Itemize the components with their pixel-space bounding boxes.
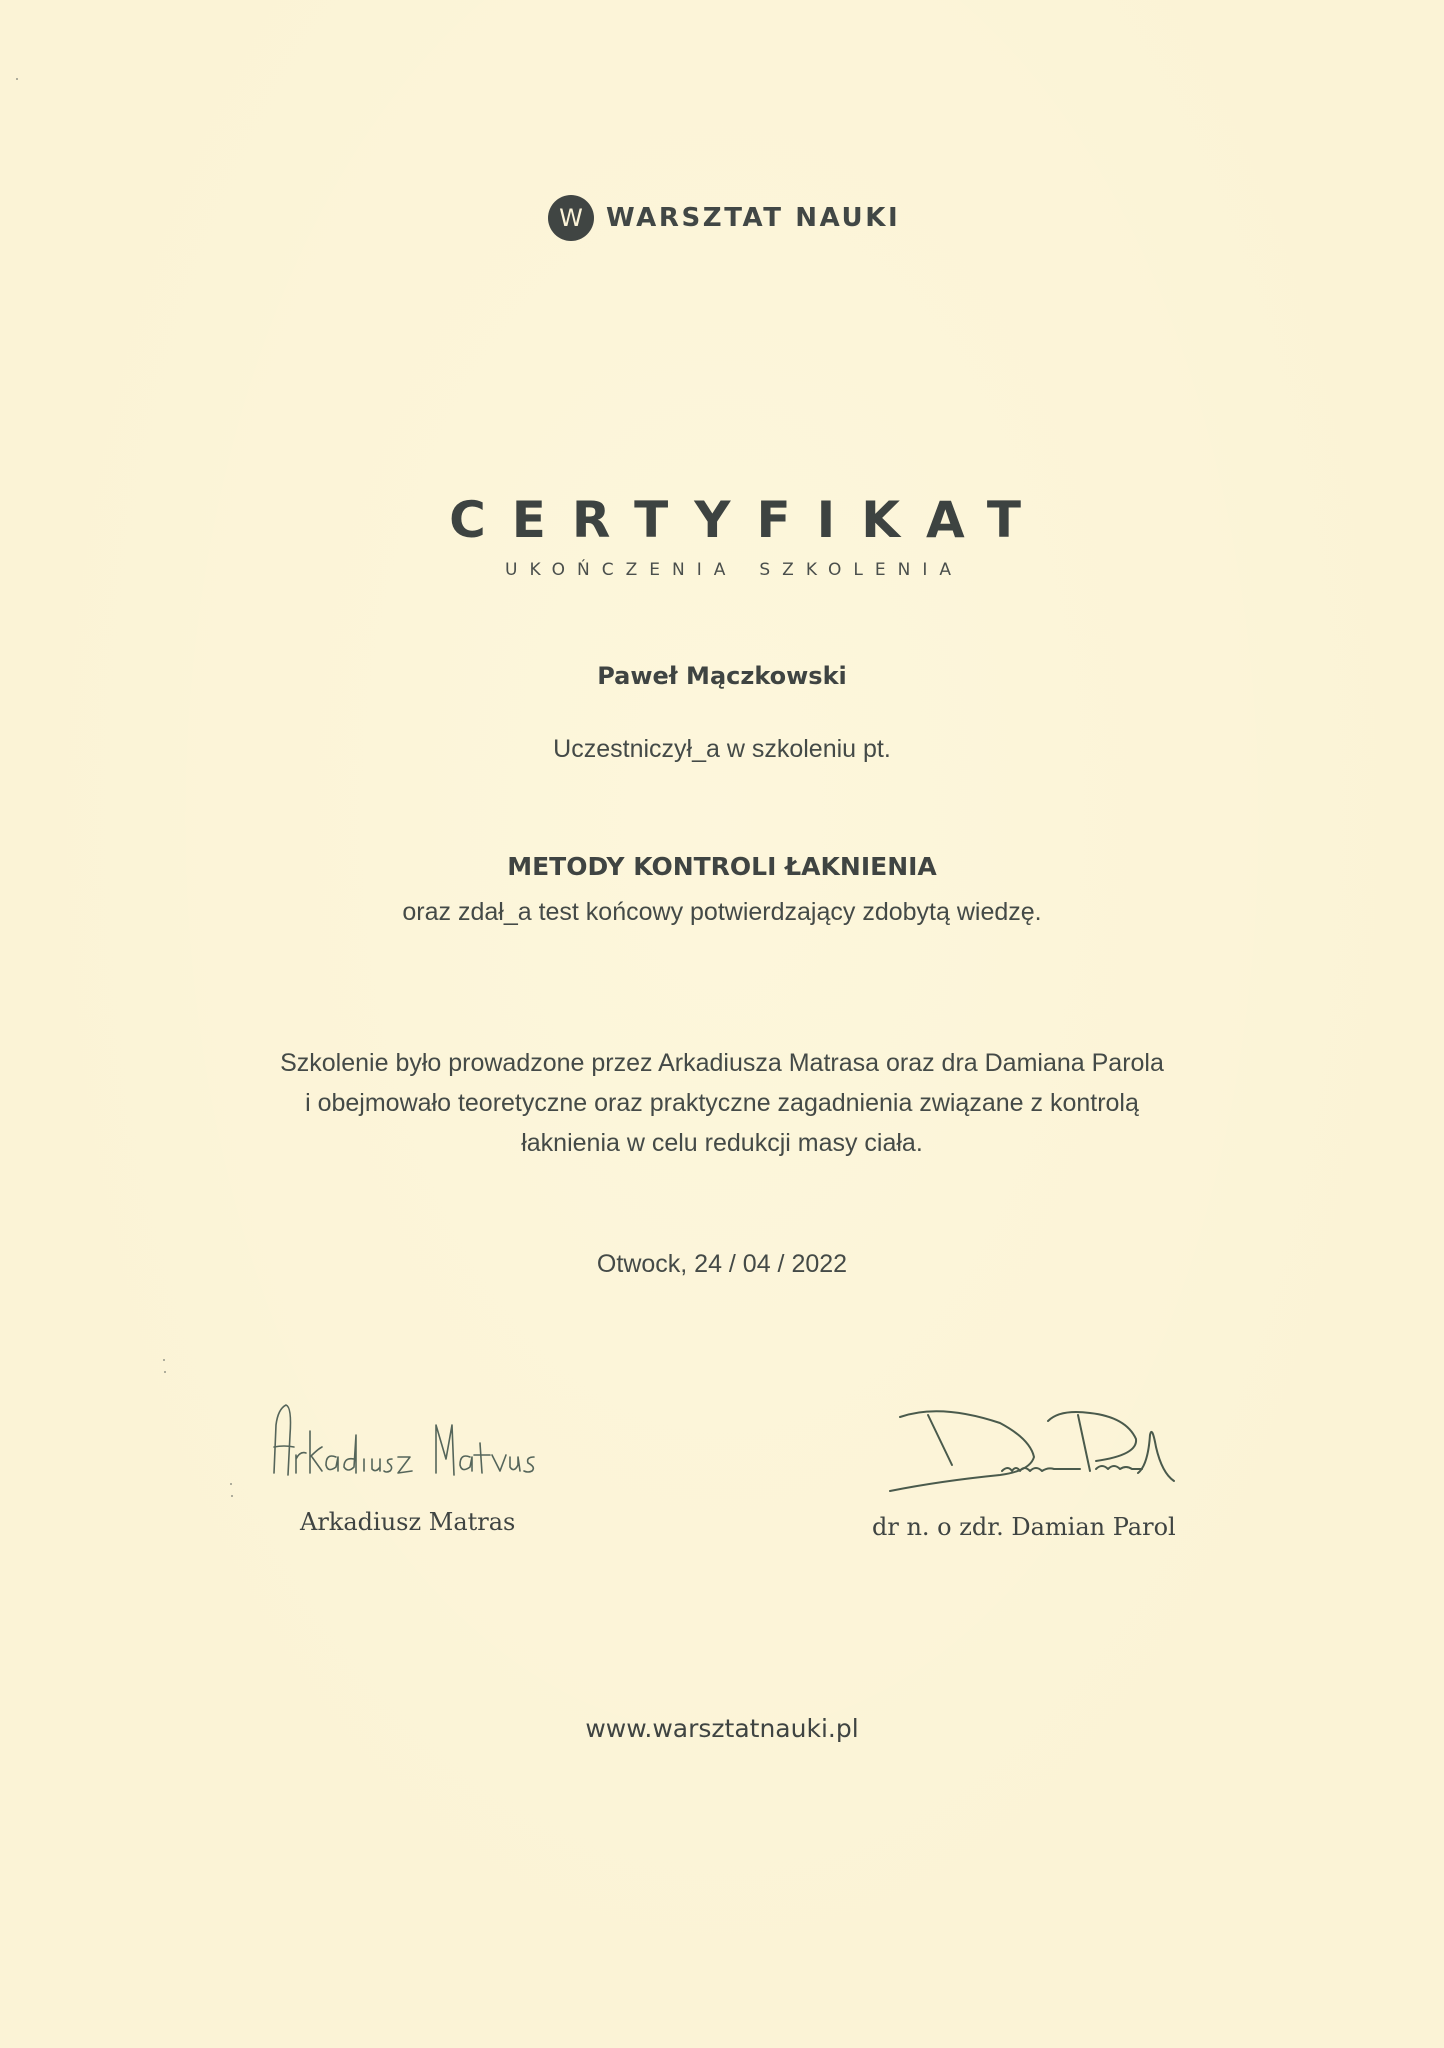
- passed-text: oraz zdał_a test końcowy potwierdzający zdobytą wiedzę.: [402, 898, 1042, 926]
- course-title: METODY KONTROLI ŁAKNIENIA: [507, 852, 937, 881]
- logo-letter: W: [559, 204, 583, 232]
- signature-right-handwritten: [880, 1395, 1190, 1505]
- scan-speck: [163, 1359, 165, 1361]
- scan-speck: [230, 1483, 232, 1485]
- certificate-title: CERTYFIKAT: [449, 491, 1047, 549]
- certificate-subtitle: [0, 558, 1444, 582]
- signature-damian-parol-icon: [880, 1395, 1190, 1505]
- description-line: i obejmowało teoretyczne oraz praktyczne zagadnienia związane z kontrolą: [305, 1089, 1139, 1117]
- brand-name: WARSZTAT NAUKI: [606, 203, 901, 233]
- description-line: Szkolenie było prowadzone przez Arkadiusza Matrasa oraz dra Damiana Parola: [280, 1049, 1164, 1077]
- brand-logo: [548, 194, 900, 242]
- recipient-name: Paweł Mączkowski: [597, 662, 847, 690]
- subtitle-part-1: UKOŃCZENIA: [505, 560, 738, 580]
- description-line: łaknienia w celu redukcji masy ciała.: [521, 1129, 923, 1157]
- signer-name-right: dr n. o zdr. Damian Parol: [872, 1513, 1176, 1541]
- scan-speck: [16, 78, 18, 80]
- subtitle-part-2: SZKOLENIA: [759, 560, 963, 580]
- course-description: [0, 1043, 1444, 1163]
- signature-arkadiusz-matras-icon: [260, 1395, 560, 1485]
- place-date: Otwock, 24 / 04 / 2022: [596, 1250, 848, 1278]
- signature-left-handwritten: [260, 1395, 560, 1485]
- scan-speck: [231, 1495, 233, 1497]
- scan-speck: [164, 1371, 166, 1373]
- website-url: www.warsztatnauki.pl: [585, 1714, 859, 1743]
- w-circle-logo-icon: [548, 195, 594, 241]
- signer-name-left: Arkadiusz Matras: [300, 1508, 516, 1536]
- participated-text: Uczestniczył_a w szkoleniu pt.: [553, 735, 891, 763]
